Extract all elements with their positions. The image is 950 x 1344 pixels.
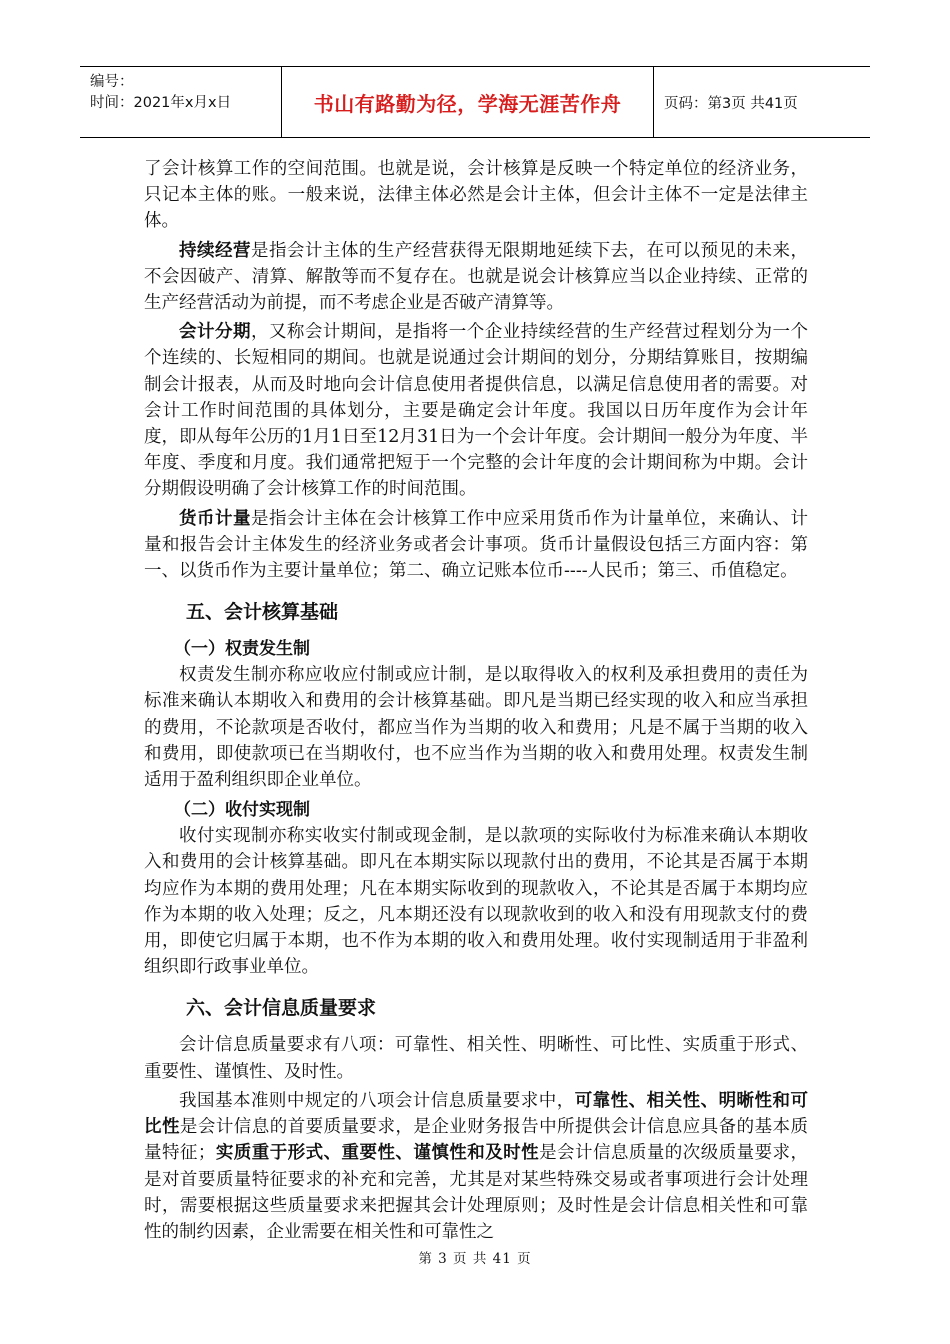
paragraph-quality-detail — [144, 1088, 808, 1245]
subsection-heading-cash-basis: （二）收付实现制 — [174, 800, 310, 821]
page-footer: 第 3 页 共 41 页 — [418, 1251, 532, 1267]
section-heading-6: 六、会计信息质量要求 — [186, 997, 377, 1020]
term-accounting-period: 会计分期 — [179, 322, 251, 343]
paragraph-text: 是指会计主体在会计核算工作中应采用货币作为计量单位，来确认、计量和报告会计主体发生的经济业务或者会计事项。货币计量假设包括三方面内容：第一、以货币作为主要计量单位；第二、确立记账本位币----人民币；第三、币值稳定。 — [144, 508, 809, 582]
paragraph-text: 是会计信息的首要质量要求，是企业财务报告中所提供会计信息应具备的基本质量特征； — [144, 1117, 809, 1164]
paragraph-monetary-unit — [144, 506, 808, 585]
paragraph-going-concern — [144, 238, 808, 317]
header-motto: 书山有路勤为径，学海无涯苦作舟 — [282, 67, 654, 137]
paragraph-cash-basis: 收付实现制亦称实收实付制或现金制，是以款项的实际收付为标准来确认本期收入和费用的会计核算基础。即凡在本期实际以现款付出的费用，不论其是否属于本期均应作为本期的费用处理；凡在本期实际收到的现款收入，不论其是否属于本期均应作为本期的收入处理；反之，凡本期还没有以现款收到的收入和没有用现款支付的费用，即使它归属于本期，也不作为本期的收入和费用处理。收付实现制适用于非盈利组织即行政事业单位。 — [144, 826, 808, 978]
paragraph-quality-list: 会计信息质量要求有八项：可靠性、相关性、明晰性、可比性、实质重于形式、重要性、谨慎性、及时性。 — [144, 1035, 808, 1082]
paragraph-text: 是会计信息质量的次级质量要求，是对首要质量特征要求的补充和完善，尤其是对某些特殊交易或者事项进行会计处理时，需要根据这些质量要求来把握其会计处理原则；及时性是会计信息相关性和可靠性的制约因素，企业需要在相关性和可靠性之 — [144, 1143, 809, 1242]
paragraph-accrual: 权责发生制亦称应收应付制或应计制，是以取得收入的权利及承担费用的责任为标准来确认本期收入和费用的会计核算基础。即凡是当期已经实现的收入和应当承担的费用，不论款项是否收付，都应当作为当期的收入和费用；凡是不属于当期的收入和费用，即使款项已在当期收付，也不应当作为当期的收入和费用处理。权责发生制适用于盈利组织即企业单位。 — [144, 665, 808, 791]
header-time-label: 时间：2021年x月x日 — [90, 95, 232, 111]
paragraph-accounting-period — [144, 319, 808, 502]
paragraph-text: ，又称会计期间，是指将一个企业持续经营的生产经营过程划分为一个个连续的、长短相同的期间。也就是说通过会计期间的划分，分期结算账目，按期编制会计报表，从而及时地向会计信息使用者提供信息，以满足信息使用者的需要。对会计工作时间范围的具体划分，主要是确定会计年度。我国以日历年度作为会计年度，即从每年公历的1月1日至12月31日为一个会计年度。会计期间一般分为年度、半年度、季度和月度。我们通常把短于一个完整的会计年度的会计期间称为中期。会计分期假设明确了会计核算工作的时间范围。 — [144, 322, 809, 500]
paragraph-text: 是指会计主体的生产经营获得无限期地延续下去，在可以预见的未来，不会因破产、清算、解散等而不复存在。也就是说会计核算应当以企业持续、正常的生产经营活动为前提，而不考虑企业是否破产清算等。 — [144, 240, 809, 314]
page-header — [80, 66, 870, 138]
paragraph: 了会计核算工作的空间范围。也就是说，会计核算是反映一个特定单位的经济业务，只记本主体的账。一般来说，法律主体必然是会计主体，但会计主体不一定是法律主体。 — [144, 159, 808, 232]
header-page-info: 页码：第3页 共41页 — [664, 95, 798, 112]
header-meta — [80, 67, 282, 137]
section-heading-5: 五、会计核算基础 — [186, 601, 339, 624]
term-monetary-unit: 货币计量 — [179, 508, 251, 529]
term-secondary-quality: 实质重于形式、重要性、谨慎性和及时性 — [215, 1143, 540, 1164]
header-number-label: 编号： — [90, 74, 134, 90]
paragraph-text: 我国基本准则中规定的八项会计信息质量要求中， — [179, 1090, 575, 1111]
subsection-heading-accrual: （一）权责发生制 — [174, 639, 310, 660]
term-primary-quality: 可靠性、相关性、明晰性和可比性 — [144, 1090, 809, 1138]
term-going-concern: 持续经营 — [179, 240, 251, 261]
document-body — [144, 156, 808, 1245]
